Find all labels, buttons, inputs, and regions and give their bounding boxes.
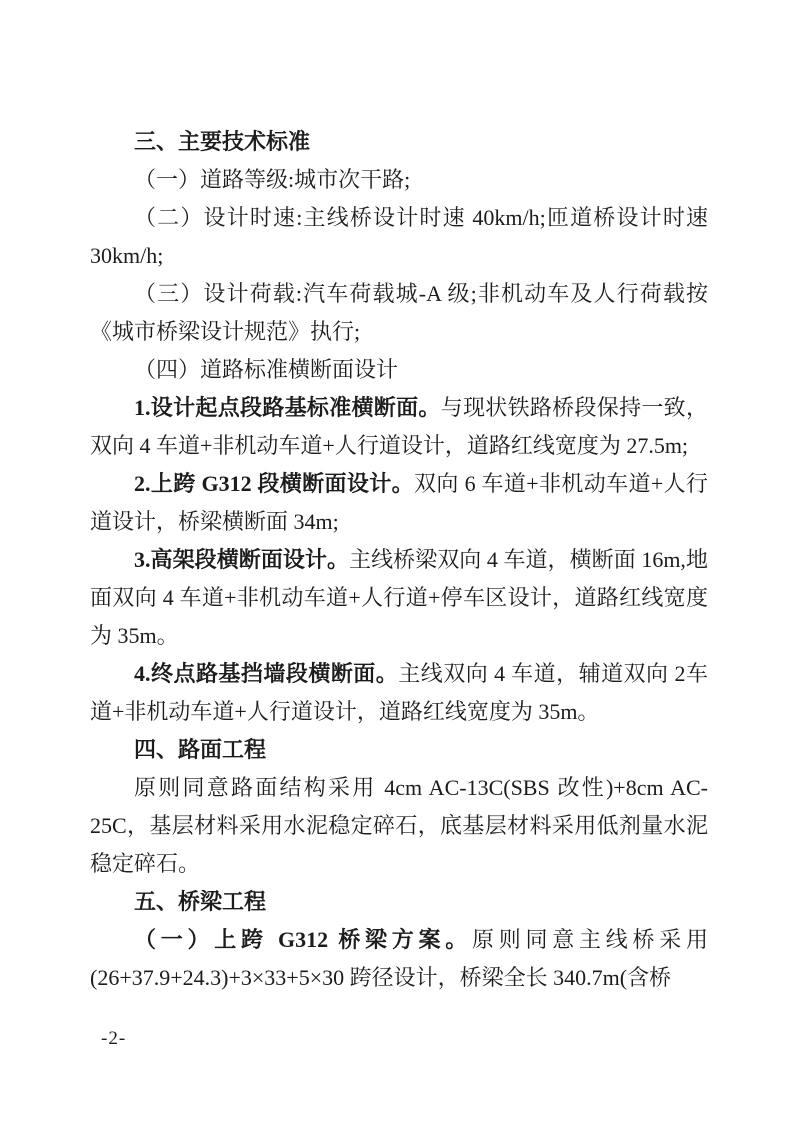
text-run: （一）道路等级:城市次干路; [134,167,411,192]
text-run: （四）道路标准横断面设计 [134,357,399,382]
body-paragraph [90,541,708,655]
bold-text-run: 3.高架段横断面设计。 [134,547,350,572]
text-run: 主线桥梁双向 4 车道，横断面 16m,地面双向 4 车道+非机动车道+人行道+停车区设计，道路红线宽度为 35m。 [90,547,708,648]
text-run: （二）设计时速:主线桥设计时速 40km/h;匝道桥设计时速30km/h; [90,205,708,268]
bold-text-run: 1.设计起点段路基标准横断面。 [134,395,441,420]
body-paragraph [90,921,708,997]
body-paragraph [90,351,708,389]
text-run: 与现状铁路桥段保持一致，双向 4 车道+非机动车道+人行道设计，道路红线宽度为 27.5m; [90,395,708,458]
bold-text-run: 五、桥梁工程 [134,889,267,914]
bold-text-run: 4.终点路基挡墙段横断面。 [134,661,399,686]
text-run: 原则同意路面结构采用 4cm AC-13C(SBS 改性)+8cm AC-25C，基层材料采用水泥稳定碎石，底基层材料采用低剂量水泥稳定碎石。 [90,775,708,876]
text-run: 双向 6 车道+非机动车道+人行道设计，桥梁横断面 34m; [90,471,708,534]
section-heading [90,883,708,921]
section-heading [90,731,708,769]
bold-text-run: 三、主要技术标准 [134,129,311,154]
page-number: -2- [101,1028,127,1049]
body-paragraph [90,655,708,731]
document-content [90,123,708,997]
body-paragraph [90,199,708,275]
body-paragraph [90,275,708,351]
body-paragraph [90,389,708,465]
bold-text-run: （一）上跨 G312 桥梁方案。 [134,927,473,952]
body-paragraph [90,161,708,199]
bold-text-run: 2.上跨 G312 段横断面设计。 [134,471,415,496]
body-paragraph [90,769,708,883]
body-paragraph [90,465,708,541]
section-heading [90,123,708,161]
text-run: 主线双向 4 车道，辅道双向 2车道+非机动车道+人行道设计，道路红线宽度为 35m。 [90,661,708,724]
bold-text-run: 四、路面工程 [134,737,267,762]
text-run: 原则同意主线桥采用(26+37.9+24.3)+3×33+5×30 跨径设计，桥梁全长 340.7m(含桥 [90,927,708,990]
text-run: （三）设计荷载:汽车荷载城-A 级;非机动车及人行荷载按《城市桥梁设计规范》执行; [90,281,708,344]
